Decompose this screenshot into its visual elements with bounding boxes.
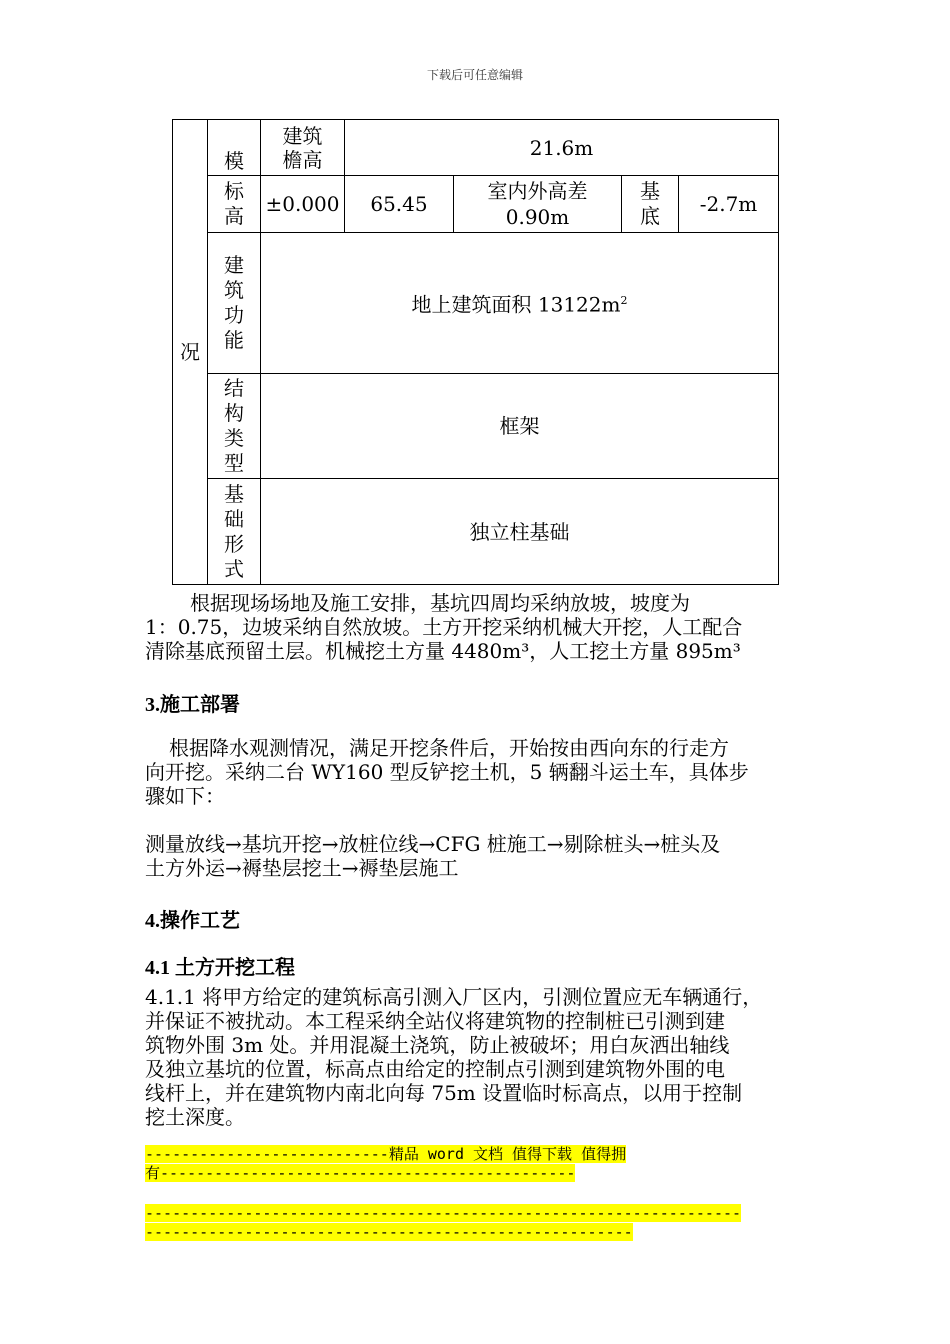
elevation-zero: ±0.000: [261, 176, 345, 233]
heading-earthwork: 4.1 土方开挖工程: [145, 957, 295, 979]
base-elevation: -2.7m: [679, 176, 779, 233]
side-label-cell: [173, 120, 208, 585]
guimo-sublabel: 建筑檐高: [261, 120, 345, 176]
heading-deployment: 3.施工部署: [145, 694, 240, 716]
footer-divider: ------------------------------------------------------------------ ------------------------------------------------------: [145, 1204, 742, 1241]
gongneng-label: 建筑功能: [208, 233, 261, 374]
paragraph-earthwork: 4.1.1 将甲方给定的建筑标高引测入厂区内，引测位置应无车辆通行， 并保证不被扰动。本工程采纳全站仪将建筑物的控制桩已引测到建 筑物外围 3m 处。并用混凝土浇筑，防止被破坏；用白灰洒出轴线 及独立基坑的位置，标高点由给定的控制点引测到建筑物外围的电 线杆上，并在建筑物内南北向每 75m 设置临时标高点，以用于控制 挖土深度。: [145, 985, 763, 1129]
paragraph-slope: 根据现场场地及施工安排，基坑四周均采纳放坡，坡度为 1：0.75，边坡采纳自然放坡。土方开挖采纳机械大开挖，人工配合 清除基底预留土层。机械挖土方量 4480m³，人工挖土方量 895m³: [145, 591, 743, 663]
building-area: 地上建筑面积 $13122m^2$: [261, 233, 779, 374]
paragraph-process: 测量放线→基坑开挖→放桩位线→CFG 桩施工→剔除桩头→桩头及 土方外运→褥垫层挖土→褥垫层施工: [145, 832, 721, 880]
jichu-label: 基础形式: [208, 479, 261, 585]
foundation-type: 独立柱基础: [261, 479, 779, 585]
page-header: 下载后可任意编辑: [426, 68, 523, 82]
jiegou-label: 结构类型: [208, 374, 261, 479]
biaogao-label: 标高: [208, 176, 261, 233]
paragraph-deployment: 根据降水观测情况，满足开挖条件后，开始按由西向东的行走方 向开挖。采纳二台 WY160 型反铲挖土机，5 辆翻斗运土车，具体步 骤如下：: [145, 736, 749, 808]
elevation-absolute: 65.45: [345, 176, 454, 233]
heading-operation: 4.操作工艺: [145, 910, 240, 932]
indoor-outdoor-diff: 室内外高差0.90m: [454, 176, 622, 233]
spec-table: [172, 119, 779, 585]
eave-height-value: 21.6m: [345, 120, 779, 176]
jidi-label: 基底: [622, 176, 679, 233]
side-label: 况: [180, 340, 200, 364]
footer-banner: ---------------------------精品 word 文档 值得下载 值得拥 有----------------------------------------------: [145, 1145, 627, 1182]
structure-type: 框架: [261, 374, 779, 479]
guimo-label: 模: [208, 120, 261, 176]
